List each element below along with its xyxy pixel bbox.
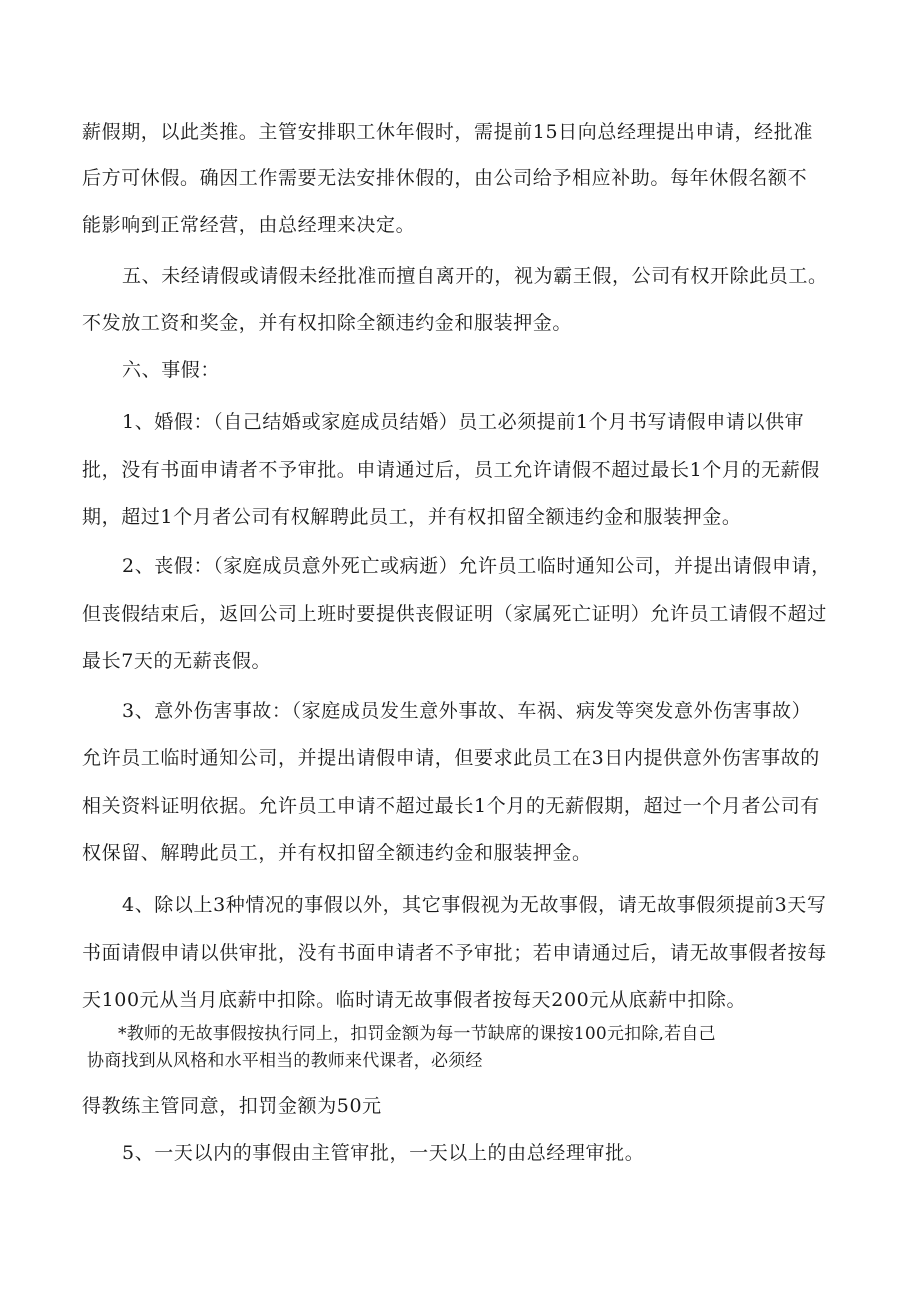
paragraph-line: 后方可休假。确因工作需要无法安排休假的，由公司给予相应补助。每年休假名额不 xyxy=(82,167,808,189)
paragraph-line: 批，没有书面申请者不予审批。申请通过后，员工允许请假不超过最长1个月的无薪假 xyxy=(82,459,820,481)
note-line: 得教练主管同意，扣罚金额为50元 xyxy=(82,1095,382,1117)
paragraph-line: 2、丧假：（家庭成员意外死亡或病逝）允许员工临时通知公司，并提出请假申请， xyxy=(122,555,831,577)
paragraph-line: 3、意外伤害事故：（家庭成员发生意外事故、车祸、病发等突发意外伤害事故） xyxy=(122,700,812,722)
paragraph-line: 不发放工资和奖金，并有权扣除全额违约金和服装押金。 xyxy=(82,312,573,334)
paragraph-line: 1、婚假：（自己结婚或家庭成员结婚）员工必须提前1个月书写请假申请以供审 xyxy=(122,411,805,433)
paragraph-line: 允许员工临时通知公司，并提出请假申请，但要求此员工在3日内提供意外伤害事故的 xyxy=(82,747,820,769)
paragraph-line: 4、除以上3种情况的事假以外，其它事假视为无故事假，请无故事假须提前3天写 xyxy=(122,894,827,916)
paragraph-line: 书面请假申请以供审批，没有书面申请者不予审批；若申请通过后，请无故事假者按每 xyxy=(82,942,827,964)
note-line: *教师的无故事假按执行同上，扣罚金额为每一节缺席的课按100元扣除,若自己 xyxy=(118,1024,716,1044)
paragraph-line: 权保留、解聘此员工，并有权扣留全额违约金和服装押金。 xyxy=(82,842,592,864)
paragraph-line: 5、一天以内的事假由主管审批，一天以上的由总经理审批。 xyxy=(122,1142,645,1164)
note-line: 协商找到从风格和水平相当的教师来代课者，必须经 xyxy=(87,1051,483,1071)
paragraph-line: 五、未经请假或请假未经批准而擅自离开的，视为霸王假，公司有权开除此员工。 xyxy=(122,265,828,287)
paragraph-line: 但丧假结束后，返回公司上班时要提供丧假证明（家属死亡证明）允许员工请假不超过 xyxy=(82,603,827,625)
paragraph-line: 薪假期，以此类推。主管安排职工休年假时，需提前15日向总经理提出申请，经批准 xyxy=(82,121,813,143)
paragraph-line: 期，超过1个月者公司有权解聘此员工，并有权扣留全额违约金和服装押金。 xyxy=(82,506,742,528)
paragraph-line: 最长7天的无薪丧假。 xyxy=(82,650,272,672)
section-heading: 六、事假： xyxy=(122,359,221,381)
paragraph-line: 天100元从当月底薪中扣除。临时请无故事假者按每天200元从底薪中扣除。 xyxy=(82,989,747,1011)
paragraph-line: 相关资料证明依据。允许员工申请不超过最长1个月的无薪假期，超过一个月者公司有 xyxy=(82,795,820,817)
paragraph-line: 能影响到正常经营，由总经理来决定。 xyxy=(82,214,416,236)
